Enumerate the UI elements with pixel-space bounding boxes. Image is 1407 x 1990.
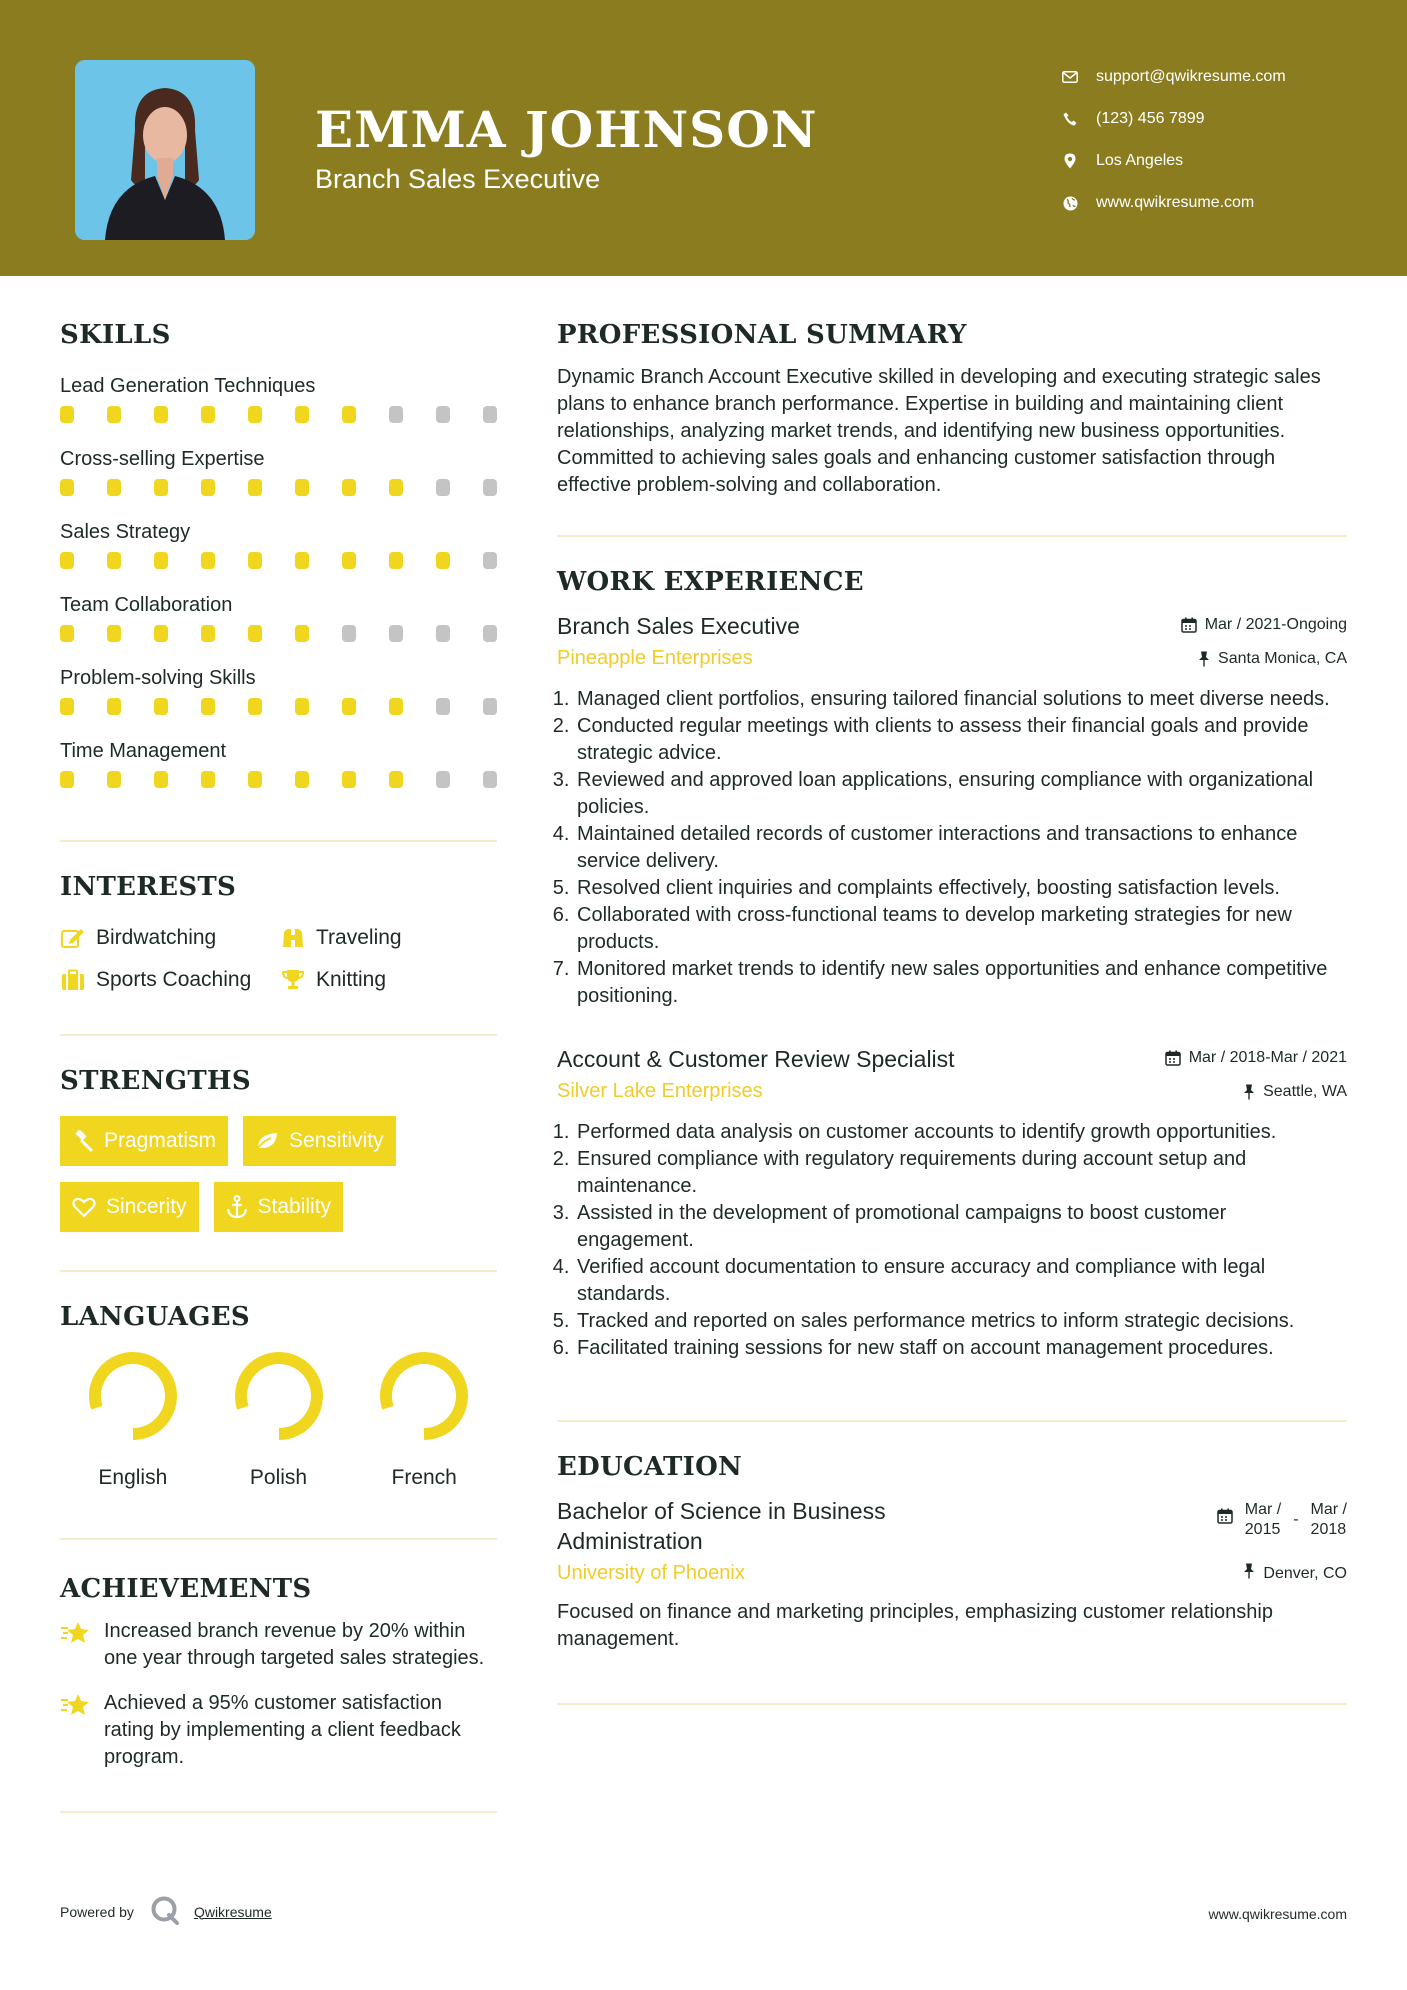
briefcase-icon <box>60 968 86 992</box>
strength-chip <box>214 1182 344 1232</box>
rating-dot-filled <box>248 406 262 423</box>
edu-start-year: 2015 <box>1244 1521 1281 1538</box>
rating-dot-empty <box>389 406 403 423</box>
achievement-item <box>60 1690 497 1771</box>
skill-label: Lead Generation Techniques <box>60 375 316 397</box>
job-location-text: Santa Monica, CA <box>1218 649 1347 667</box>
qwikresume-logo-icon <box>150 1895 180 1928</box>
map-pin-icon <box>1050 153 1090 169</box>
left-column <box>60 320 497 1813</box>
section-divider <box>60 840 497 842</box>
languages-title: LANGUAGES <box>60 1302 250 1332</box>
skills-title: SKILLS <box>60 320 171 350</box>
rating-dot-empty <box>436 771 450 788</box>
rating-dot-filled <box>107 479 121 496</box>
edu-end-year: 2018 <box>1310 1521 1347 1538</box>
duty-item: 3. Assisted in the development of promotional campaigns to boost customer engagement. <box>575 1200 1347 1254</box>
contact-location <box>1050 140 1286 182</box>
job-dates <box>1165 1044 1347 1067</box>
calendar-icon <box>1165 1050 1181 1066</box>
rating-dot-filled <box>60 552 74 569</box>
rating-dot-filled <box>154 771 168 788</box>
duty-item: 1. Performed data analysis on customer accounts to identify growth opportunities. <box>575 1119 1347 1146</box>
job-location-text: Seattle, WA <box>1263 1082 1347 1100</box>
rating-dot-filled <box>248 479 262 496</box>
anchor-icon <box>226 1195 248 1219</box>
skill-label: Time Management <box>60 740 226 762</box>
rating-dot-filled <box>342 771 356 788</box>
education-description: Focused on finance and marketing principles, emphasizing customer relationship management. <box>557 1601 1273 1650</box>
gavel-icon <box>72 1130 94 1152</box>
rating-dot-empty <box>483 552 497 569</box>
interests-list <box>60 926 497 992</box>
achievements-section <box>60 1574 497 1771</box>
pushpin-icon <box>1198 651 1210 667</box>
rating-dot-filled <box>248 771 262 788</box>
job-dates-text: Mar / 2021-Ongoing <box>1204 616 1347 633</box>
rating-dot-filled <box>107 625 121 642</box>
rating-dot-filled <box>248 698 262 715</box>
candidate-name: EMMA JOHNSON <box>315 100 818 159</box>
skill-rating <box>60 698 497 715</box>
jobs-list <box>557 611 1347 1362</box>
rating-dot-filled <box>248 625 262 642</box>
job-dates <box>1181 611 1347 634</box>
duties-list <box>557 1119 1347 1362</box>
skills-list <box>60 374 497 788</box>
pencil-square-icon <box>60 926 86 950</box>
strength-label: Stability <box>257 1195 332 1218</box>
job-title: Account & Customer Review Specialist <box>557 1046 955 1072</box>
skill-rating <box>60 406 497 423</box>
right-column <box>557 320 1347 1705</box>
section-divider <box>60 1270 497 1272</box>
language-gauge-arc <box>386 1358 462 1434</box>
contact-email[interactable] <box>1050 56 1286 98</box>
pushpin-icon <box>1243 1084 1255 1100</box>
language-gauge <box>233 1350 325 1442</box>
summary-title: PROFESSIONAL SUMMARY <box>557 320 967 350</box>
section-divider <box>60 1034 497 1036</box>
language-gauge <box>378 1350 470 1442</box>
rating-dot-filled <box>295 552 309 569</box>
achievement-text: Increased branch revenue by 20% within one year through targeted sales strategies. <box>104 1620 485 1669</box>
language-name: English <box>98 1466 168 1489</box>
language-gauge-arc <box>241 1358 317 1434</box>
strength-chip <box>60 1182 199 1232</box>
rating-dot-filled <box>60 479 74 496</box>
interest-label: Knitting <box>316 968 387 991</box>
rating-dot-filled <box>295 479 309 496</box>
rating-dot-filled <box>295 406 309 423</box>
rating-dot-filled <box>107 698 121 715</box>
skill-label: Problem-solving Skills <box>60 667 256 689</box>
rating-dot-filled <box>248 552 262 569</box>
interest-item <box>60 926 280 950</box>
rating-dot-empty <box>436 698 450 715</box>
language-gauge-arc <box>95 1358 171 1434</box>
rating-dot-filled <box>201 771 215 788</box>
interest-item <box>60 968 280 992</box>
phone-icon <box>1050 112 1090 126</box>
contact-list <box>1050 56 1286 224</box>
rating-dot-filled <box>107 406 121 423</box>
contact-email-text: support@qwikresume.com <box>1096 68 1286 85</box>
rating-dot-empty <box>436 625 450 642</box>
language-name: French <box>391 1466 457 1489</box>
rating-dot-filled <box>201 552 215 569</box>
summary-section <box>557 320 1347 499</box>
rating-dot-empty <box>436 406 450 423</box>
skill-rating <box>60 771 497 788</box>
rating-dot-empty <box>483 406 497 423</box>
education-dates <box>1217 1496 1347 1540</box>
rating-dot-filled <box>389 552 403 569</box>
star-icon <box>60 1618 92 1672</box>
qwikresume-link[interactable]: Qwikresume <box>193 1903 272 1920</box>
section-divider <box>557 535 1347 537</box>
achievement-text: Achieved a 95% customer satisfaction rating by implementing a client feedback program. <box>104 1692 461 1768</box>
skills-section <box>60 320 497 788</box>
company-name: Pineapple Enterprises <box>557 647 753 669</box>
job-location <box>1198 650 1347 668</box>
contact-website-text: www.qwikresume.com <box>1096 194 1255 211</box>
rating-dot-filled <box>342 698 356 715</box>
duty-item: 4. Maintained detailed records of customer interactions and transactions to enhance service delivery. <box>575 821 1347 875</box>
contact-location-text: Los Angeles <box>1096 152 1184 169</box>
duty-item: 3. Reviewed and approved loan applications, ensuring compliance with organizational policies. <box>575 767 1347 821</box>
duty-item: 7. Monitored market trends to identify new sales opportunities and enhance competitive positioning. <box>575 956 1347 1010</box>
profile-photo <box>75 60 255 240</box>
duty-item: 6. Facilitated training sessions for new staff on account management procedures. <box>575 1335 1347 1362</box>
candidate-role: Branch Sales Executive <box>315 164 601 194</box>
language-name: Polish <box>249 1466 308 1489</box>
rating-dot-filled <box>154 406 168 423</box>
achievements-title: ACHIEVEMENTS <box>60 1574 312 1604</box>
degree-title: Bachelor of Science in Business Administration <box>557 1498 886 1554</box>
section-divider <box>557 1703 1347 1705</box>
interests-title: INTERESTS <box>60 872 237 902</box>
rating-dot-filled <box>60 406 74 423</box>
rating-dot-filled <box>154 698 168 715</box>
rating-dot-empty <box>483 479 497 496</box>
strength-label: Sincerity <box>106 1195 187 1218</box>
calendar-icon <box>1217 1500 1233 1530</box>
date-separator: - <box>1293 1511 1299 1528</box>
rating-dot-empty <box>483 625 497 642</box>
languages-section <box>60 1302 497 1490</box>
duty-item: 5. Tracked and reported on sales performance metrics to inform strategic decisions. <box>575 1308 1347 1335</box>
trophy-icon <box>280 968 306 992</box>
skill-rating <box>60 552 497 569</box>
globe-icon <box>1050 196 1090 211</box>
duty-item: 2. Ensured compliance with regulatory requirements during account setup and maintenance. <box>575 1146 1347 1200</box>
section-divider <box>60 1538 497 1540</box>
rating-dot-filled <box>60 771 74 788</box>
strength-label: Pragmatism <box>104 1129 217 1152</box>
rating-dot-filled <box>154 479 168 496</box>
skill-rating <box>60 479 497 496</box>
company-name: Silver Lake Enterprises <box>557 1080 763 1102</box>
interest-item <box>280 926 490 950</box>
language-gauge <box>87 1350 179 1442</box>
job-entry <box>557 1044 1347 1362</box>
powered-by-text: Powered by <box>60 1903 134 1920</box>
rating-dot-filled <box>60 625 74 642</box>
star-icon <box>60 1690 92 1771</box>
interest-label: Sports Coaching <box>96 968 252 991</box>
language-item <box>206 1350 352 1490</box>
education-location <box>1243 1563 1347 1584</box>
rating-dot-filled <box>201 625 215 642</box>
job-location <box>1243 1083 1347 1101</box>
education-section <box>557 1452 1347 1653</box>
rating-dot-filled <box>389 698 403 715</box>
duty-item: 5. Resolved client inquiries and complaints effectively, boosting satisfaction levels. <box>575 875 1347 902</box>
interest-item <box>280 968 490 992</box>
rating-dot-filled <box>107 771 121 788</box>
education-title: EDUCATION <box>557 1452 743 1482</box>
rating-dot-filled <box>436 552 450 569</box>
rating-dot-filled <box>295 698 309 715</box>
section-divider <box>557 1420 1347 1422</box>
rating-dot-filled <box>295 625 309 642</box>
calendar-icon <box>1181 617 1197 633</box>
edu-end-month: Mar / <box>1310 1501 1347 1518</box>
rating-dot-filled <box>154 552 168 569</box>
rating-dot-filled <box>154 625 168 642</box>
language-item <box>60 1350 206 1490</box>
strength-chip <box>243 1116 396 1166</box>
duty-item: 1. Managed client portfolios, ensuring tailored financial solutions to meet diverse needs. <box>575 686 1347 713</box>
language-item <box>351 1350 497 1490</box>
duty-item: 6. Collaborated with cross-functional teams to develop marketing strategies for new products. <box>575 902 1347 956</box>
footer-branding <box>60 1895 272 1928</box>
achievement-item <box>60 1618 497 1672</box>
heart-icon <box>72 1196 96 1218</box>
strengths-title: STRENGTHS <box>60 1066 251 1096</box>
skill-rating <box>60 625 497 642</box>
rating-dot-filled <box>389 479 403 496</box>
job-dates-text: Mar / 2018-Mar / 2021 <box>1188 1049 1347 1066</box>
experience-section <box>557 567 1347 1362</box>
leaf-icon <box>255 1131 279 1151</box>
section-divider <box>60 1811 497 1813</box>
rating-dot-filled <box>389 771 403 788</box>
duty-item: 4. Verified account documentation to ensure accuracy and compliance with legal standards. <box>575 1254 1347 1308</box>
rating-dot-filled <box>342 406 356 423</box>
duty-item: 2. Conducted regular meetings with clients to assess their financial goals and provide strategic advice. <box>575 713 1347 767</box>
rating-dot-filled <box>201 406 215 423</box>
interests-section <box>60 872 497 992</box>
edu-start-month: Mar / <box>1244 1501 1282 1518</box>
strengths-section <box>60 1066 497 1232</box>
rating-dot-empty <box>389 625 403 642</box>
job-title: Branch Sales Executive <box>557 613 800 639</box>
contact-phone-text: (123) 456 7899 <box>1096 110 1205 127</box>
pushpin-icon <box>1243 1563 1255 1584</box>
footer-website[interactable]: www.qwikresume.com <box>1208 1906 1347 1922</box>
rating-dot-filled <box>201 698 215 715</box>
rating-dot-filled <box>342 479 356 496</box>
experience-title: WORK EXPERIENCE <box>557 567 864 597</box>
rating-dot-filled <box>295 771 309 788</box>
strength-label: Sensitivity <box>289 1129 384 1152</box>
contact-website[interactable] <box>1050 182 1286 224</box>
rating-dot-filled <box>201 479 215 496</box>
strength-chip <box>60 1116 228 1166</box>
job-entry <box>557 611 1347 1010</box>
interest-label: Traveling <box>316 926 402 949</box>
education-location-text: Denver, CO <box>1263 1564 1347 1582</box>
envelope-icon <box>1050 71 1090 83</box>
summary-text: Dynamic Branch Account Executive skilled in developing and executing strategic sales plans to enhance branch performance. Expertise in building and maintaining client relationships, analyzing market trends, and identifying new business opportunities. Committed to achieving sales goals and enhancing customer satisfaction through effective problem-solving and collaboration. <box>557 366 1321 496</box>
languages-list <box>60 1350 497 1490</box>
binoculars-icon <box>280 926 306 950</box>
rating-dot-empty <box>483 771 497 788</box>
duties-list <box>557 686 1347 1010</box>
contact-phone[interactable] <box>1050 98 1286 140</box>
resume-header <box>0 0 1407 276</box>
rating-dot-filled <box>342 552 356 569</box>
rating-dot-filled <box>60 698 74 715</box>
interest-label: Birdwatching <box>96 926 217 949</box>
skill-label: Cross-selling Expertise <box>60 448 265 470</box>
skill-label: Team Collaboration <box>60 594 233 616</box>
school-name: University of Phoenix <box>557 1562 745 1584</box>
person-portrait-icon <box>75 60 255 240</box>
rating-dot-empty <box>436 479 450 496</box>
rating-dot-filled <box>107 552 121 569</box>
rating-dot-empty <box>483 698 497 715</box>
skill-label: Sales Strategy <box>60 521 191 543</box>
rating-dot-empty <box>342 625 356 642</box>
